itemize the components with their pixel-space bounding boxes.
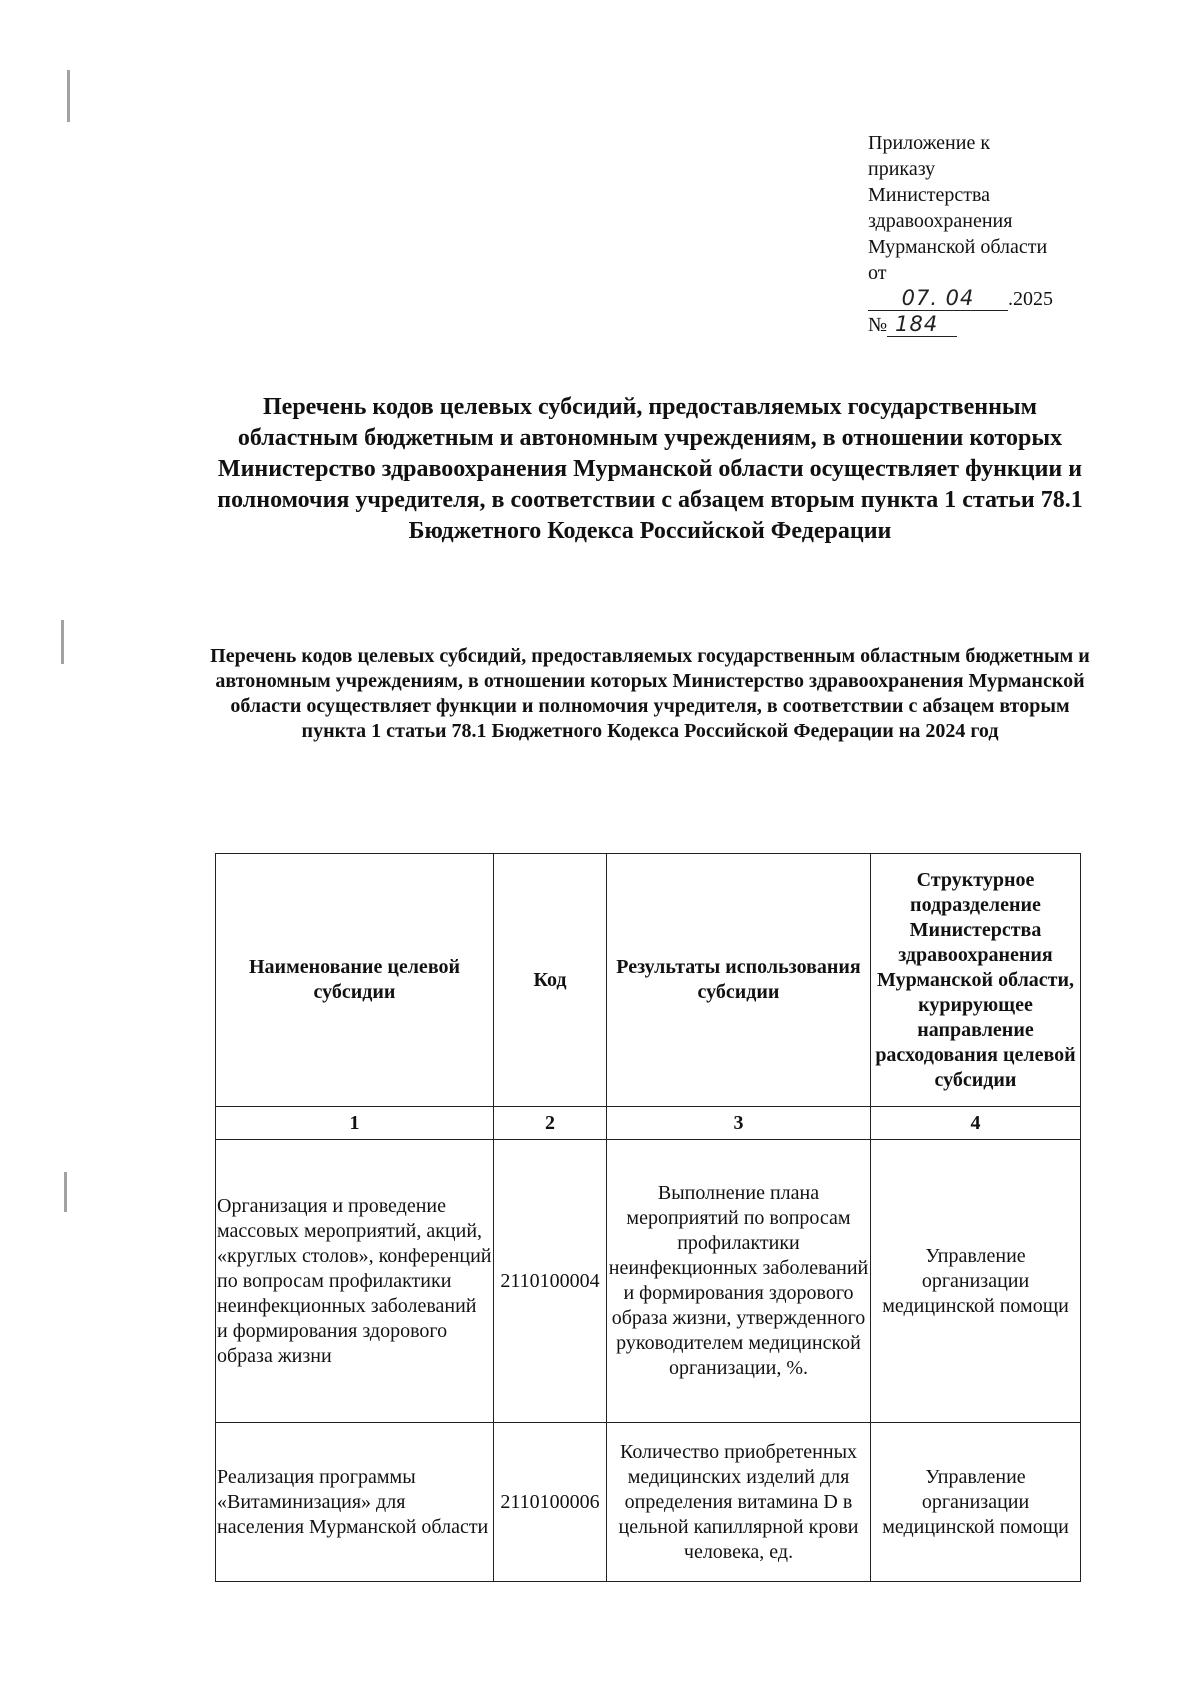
- appendix-block: [868, 130, 1098, 338]
- column-number: 4: [871, 1107, 1081, 1140]
- subsidy-codes-table: [215, 853, 1081, 1582]
- column-number: 3: [607, 1107, 871, 1140]
- scan-artifact: [61, 620, 64, 664]
- order-year: .2025: [1008, 288, 1053, 310]
- header-name: Наименование целевой субсидии: [216, 854, 494, 1107]
- appendix-line: здравоохранения: [868, 210, 1013, 232]
- order-date: [868, 286, 1098, 312]
- table-header-row: [216, 854, 1081, 1107]
- cell-code: 2110100006: [494, 1423, 607, 1582]
- cell-code: 2110100004: [494, 1140, 607, 1423]
- scan-artifact: [64, 1172, 67, 1212]
- appendix-line: Приложение к: [868, 132, 991, 154]
- cell-name: Организация и проведение массовых мероприятий, акций, «круглых столов», конференций по вопросам профилактики неинфекционных заболеваний и формирования здорового образа жизни: [216, 1140, 494, 1423]
- header-dept: Структурное подразделение Министерства здравоохранения Мурманской области, курирующее направление расходования целевой субсидии: [871, 854, 1081, 1107]
- table-row: [216, 1423, 1081, 1582]
- appendix-line: Министерства: [868, 184, 991, 206]
- cell-dept: Управление организации медицинской помощи: [871, 1423, 1081, 1582]
- cell-name: Реализация программы «Витаминизация» для населения Мурманской области: [216, 1423, 494, 1582]
- header-code: Код: [494, 854, 607, 1107]
- cell-dept: Управление организации медицинской помощи: [871, 1140, 1081, 1423]
- cell-result: Выполнение плана мероприятий по вопросам профилактики неинфекционных заболеваний и формирования здорового образа жизни, утвержденного руководителем медицинской организации, %.: [607, 1140, 871, 1423]
- table-row: [216, 1140, 1081, 1423]
- document-subtitle: Перечень кодов целевых субсидий, предоставляемых государственным областным бюджетным и автономным учреждениям, в отношении которых Министерство здравоохранения Мурманской области осуществляет функции и полномочия учредителя, в соответствии с абзацем вторым пункта 1 статьи 78.1 Бюджетного Кодекса Российской Федерации на 2024 год: [210, 645, 1090, 742]
- handwritten-date: 07. 04: [901, 286, 975, 310]
- document-title: Перечень кодов целевых субсидий, предоставляемых государственным областным бюджетным и автономным учреждениям, в отношении которых Министерство здравоохранения Мурманской области осуществляет функции и полномочия учредителя, в соответствии с абзацем вторым пункта 1 статьи 78.1 Бюджетного Кодекса Российской Федерации: [217, 394, 1083, 544]
- column-number: 2: [494, 1107, 607, 1140]
- appendix-line: Мурманской области: [868, 236, 1048, 258]
- scan-artifact: [67, 70, 70, 122]
- header-result: Результаты использования субсидии: [607, 854, 871, 1107]
- cell-result: Количество приобретенных медицинских изделий для определения витамина D в цельной капиллярной крови человека, ед.: [607, 1423, 871, 1582]
- appendix-line: приказу: [868, 158, 936, 180]
- handwritten-number: 184: [895, 312, 939, 336]
- appendix-line: от: [868, 262, 887, 284]
- order-number: [868, 312, 1098, 338]
- column-number: 1: [216, 1107, 494, 1140]
- column-number-row: [216, 1107, 1081, 1140]
- number-sign: №: [868, 314, 888, 336]
